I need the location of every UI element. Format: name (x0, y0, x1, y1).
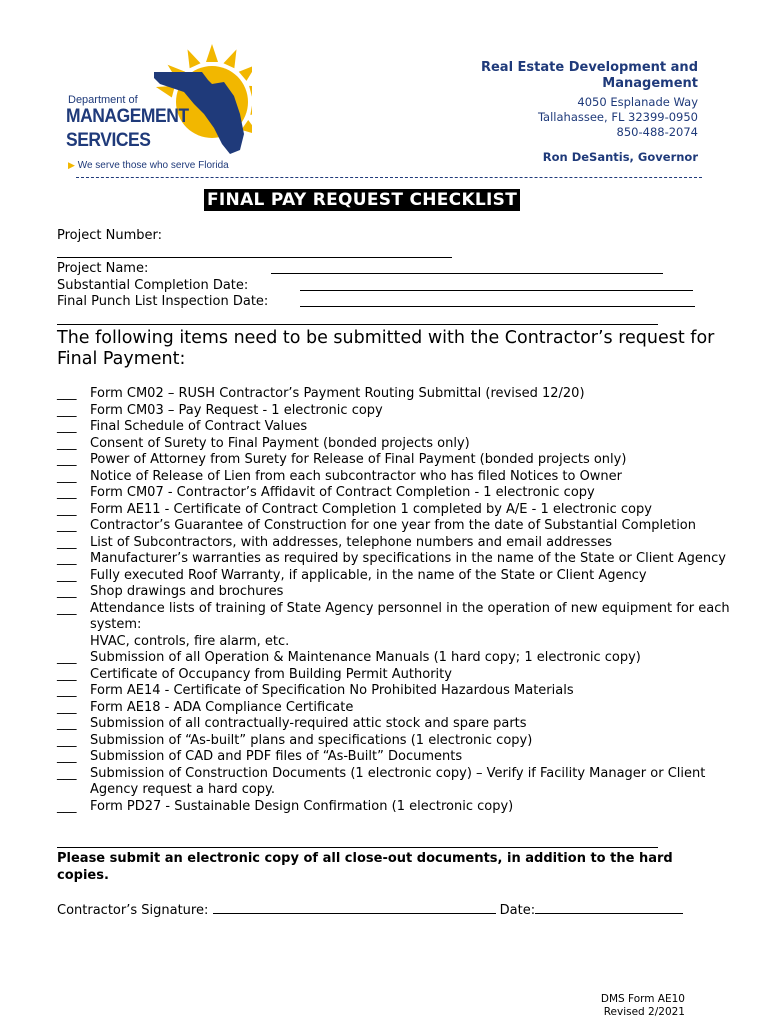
checklist-item-text: Certificate of Occupancy from Building Permit Authority (90, 666, 452, 682)
office-city: Tallahassee, FL 32399-0950 (537, 110, 698, 124)
checklist-item (57, 667, 757, 684)
checklist-item (57, 436, 757, 453)
checklist-item-text: Form PD27 - Sustainable Design Confirmation (1 electronic copy) (90, 798, 514, 814)
checklist-item-text: Submission of all contractually-required attic stock and spare parts (90, 716, 527, 731)
checkbox-blank[interactable]: ___ (57, 501, 77, 517)
final-punch-label: Final Punch List Inspection Date: (57, 294, 269, 309)
checkbox-blank[interactable]: ___ (57, 600, 77, 616)
office-name: Real Estate Development and Management (480, 60, 698, 91)
checklist-item (57, 766, 757, 799)
checklist-item (57, 650, 757, 667)
checklist-item (57, 502, 757, 519)
final-punch-field[interactable] (300, 294, 695, 307)
form-footer (560, 993, 685, 1019)
checklist-item-text: Form AE14 - Certificate of Specification No Prohibited Hazardous Materials (90, 683, 574, 698)
signature-label: Contractor’s Signature: (57, 903, 209, 918)
checklist-item-text: Submission of CAD and PDF files of “As-Built” Documents (90, 749, 463, 764)
header-divider (76, 177, 702, 178)
project-name-label: Project Name: (57, 261, 149, 276)
checklist-item (57, 518, 757, 535)
project-fields (57, 228, 717, 311)
logo-dept: Department of (68, 94, 138, 106)
checklist-item (57, 386, 757, 403)
checklist-item-text: Power of Attorney from Surety for Release of Final Payment (bonded projects only) (90, 452, 627, 467)
project-number-label: Project Number: (57, 228, 162, 243)
checklist-item-text: Contractor’s Guarantee of Construction for one year from the date of Substantial Completion (90, 518, 697, 533)
section-divider (57, 324, 658, 325)
office-street: 4050 Esplanade Way (577, 95, 698, 109)
checklist-item (57, 551, 757, 568)
checklist-item-text: Submission of “As-built” plans and specifications (1 electronic copy) (90, 732, 533, 748)
checklist-item (57, 403, 757, 420)
logo-tagline: ▶ We serve those who serve Florida (68, 160, 229, 171)
substantial-completion-row (57, 278, 717, 295)
project-number-row (57, 228, 717, 245)
substantial-completion-label: Substantial Completion Date: (57, 277, 249, 293)
checklist-item (57, 700, 757, 717)
governor-name: Ron DeSantis, Governor (542, 150, 698, 164)
checklist-item (57, 452, 757, 469)
checkbox-blank[interactable]: ___ (57, 485, 77, 500)
checklist-item-text: Form AE18 - ADA Compliance Certificate (90, 699, 354, 715)
checklist-item-text: Form CM03 – Pay Request - 1 electronic copy (90, 402, 383, 418)
date-field[interactable] (535, 901, 683, 914)
checkbox-blank[interactable]: ___ (57, 765, 77, 781)
checklist-item-subnote: HVAC, controls, fire alarm, etc. (90, 633, 290, 649)
checkbox-blank[interactable]: ___ (57, 666, 77, 682)
checkbox-blank[interactable]: ___ (57, 699, 77, 715)
checkbox-blank[interactable]: ___ (57, 798, 77, 814)
checkbox-blank[interactable]: ___ (57, 749, 77, 764)
substantial-completion-field[interactable] (300, 278, 693, 291)
office-address (458, 60, 698, 164)
signature-field[interactable] (213, 901, 496, 914)
final-punch-row (57, 294, 717, 311)
checklist-item-text: Submission of all Operation & Maintenance Manuals (1 hard copy; 1 electronic copy) (90, 650, 641, 665)
checklist-item-text: Form CM02 – RUSH Contractor’s Payment Routing Submittal (revised 12/20) (90, 386, 585, 401)
checkbox-blank[interactable]: ___ (57, 435, 77, 451)
checkbox-blank[interactable]: ___ (57, 419, 77, 434)
checklist-item (57, 601, 757, 634)
checklist (57, 386, 757, 815)
checkbox-blank[interactable]: ___ (57, 551, 77, 566)
checklist-item (57, 568, 757, 585)
form-number: DMS Form AE10 (600, 993, 685, 1005)
checklist-item (57, 733, 757, 750)
checklist-item (57, 485, 757, 502)
checklist-item (57, 584, 757, 601)
checklist-item-text: List of Subcontractors, with addresses, telephone numbers and email addresses (90, 534, 612, 550)
checkbox-blank[interactable]: ___ (57, 584, 77, 599)
project-name-field[interactable] (271, 261, 663, 274)
checklist-item (57, 799, 757, 816)
checklist-item (57, 419, 757, 436)
checklist-item-text: Form AE11 - Certificate of Contract Completion 1 completed by A/E - 1 electronic copy (90, 501, 652, 517)
checkbox-blank[interactable]: ___ (57, 567, 77, 583)
checkbox-blank[interactable]: ___ (57, 534, 77, 550)
checkbox-blank[interactable]: ___ (57, 518, 77, 533)
office-phone: 850-488-2074 (616, 125, 698, 139)
checklist-item (57, 469, 757, 486)
checkbox-blank[interactable]: ___ (57, 650, 77, 665)
checkbox-blank[interactable]: ___ (57, 732, 77, 748)
checkbox-blank[interactable]: ___ (57, 468, 77, 484)
checklist-item-text: Final Schedule of Contract Values (90, 419, 308, 434)
checklist-item (57, 535, 757, 552)
arrow-icon: ▶ (68, 160, 75, 170)
checkbox-blank[interactable]: ___ (57, 683, 77, 698)
checklist-item (57, 683, 757, 700)
submission-note: Please submit an electronic copy of all close-out documents, in addition to the hard copies. (57, 851, 673, 883)
date-label: Date: (499, 903, 536, 918)
checklist-item-text: Fully executed Roof Warranty, if applicable, in the name of the State or Client Agency (90, 567, 647, 583)
logo-line2: SERVICES (66, 130, 151, 151)
page-title: FINAL PAY REQUEST CHECKLIST (204, 189, 520, 211)
dms-logo (62, 44, 252, 174)
checkbox-blank[interactable]: ___ (57, 716, 77, 731)
signature-row (57, 901, 683, 918)
form-revision: Revised 2/2021 (603, 1006, 685, 1018)
checklist-item (57, 749, 757, 766)
checklist-item-text: Shop drawings and brochures (90, 584, 284, 599)
checklist-item (57, 716, 757, 733)
checklist-item-text: Notice of Release of Lien from each subcontractor who has filed Notices to Owner (90, 468, 623, 484)
checkbox-blank[interactable]: ___ (57, 402, 77, 418)
checklist-item-text: Manufacturer’s warranties as required by specifications in the name of the State or Client Agency (90, 551, 726, 566)
note-divider (57, 847, 658, 848)
checkbox-blank[interactable]: ___ (57, 386, 77, 401)
project-number-line[interactable] (57, 245, 717, 262)
checklist-item-text: Attendance lists of training of State Agency personnel in the operation of new equipment for each system: (90, 600, 730, 632)
checklist-item-text: Consent of Surety to Final Payment (bonded projects only) (90, 435, 470, 451)
logo-line1: MANAGEMENT (66, 106, 189, 127)
project-name-row (57, 261, 717, 278)
checklist-item-text: Form CM07 - Contractor’s Affidavit of Contract Completion - 1 electronic copy (90, 485, 595, 500)
checkbox-blank[interactable]: ___ (57, 452, 77, 467)
checklist-item-text: Submission of Construction Documents (1 electronic copy) – Verify if Facility Manager or Client Agency request a hard copy. (90, 765, 706, 797)
items-heading: The following items need to be submitted with the Contractor’s request for Final Payment: (57, 328, 715, 369)
